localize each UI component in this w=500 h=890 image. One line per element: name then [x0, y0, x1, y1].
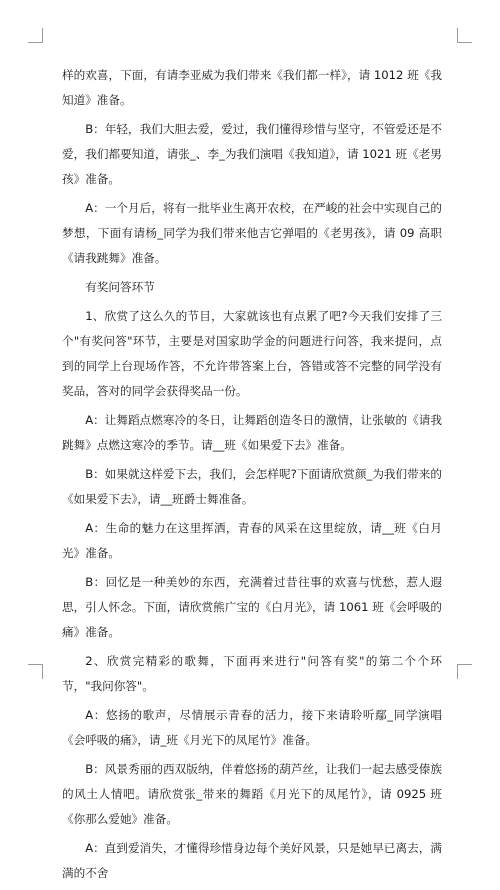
crop-mark-top-right	[457, 28, 472, 43]
paragraph: 2、欣赏完精彩的歌舞，下面再来进行"问答有奖"的第二个个环节，"我问你答"。	[62, 654, 442, 693]
paragraph: 1、欣赏了这么久的节目，大家就该也有点累了吧?今天我们安排了三个"有奖问答"环节，主要是对国家助学金的问题进行问答，我来提问，点到的同学上台现场作答，不允许带答案上台，答错或答不完整的同学没有奖品，答对的同学会获得奖品一份。	[62, 309, 442, 398]
paragraph: B：风景秀丽的西双版纳，伴着悠扬的葫芦丝，让我们一起去感受傣族的风土人情吧。请欣赏张_带来的舞蹈《月光下的凤尾竹》，请 0925 班《你那么爱她》准备。	[62, 762, 442, 826]
crop-mark-top-left	[28, 28, 43, 43]
paragraph: A：悠扬的歌声，尽情展示青春的活力，接下来请聆听鄢_同学演唱《会呼吸的痛》，请_班《月光下的凤尾竹》准备。	[62, 708, 442, 747]
paragraph: B：如果就这样爱下去，我们，会怎样呢?下面请欣赏颜_为我们带来的《如果爱下去》，请__班爵士舞准备。	[62, 467, 442, 506]
section-heading: 有奖问答环节	[85, 280, 155, 294]
paragraph: A：生命的魅力在这里挥洒，青春的风采在这里绽放，请__班《白月光》准备。	[62, 521, 442, 560]
document-body	[62, 63, 442, 890]
paragraph: B：回忆是一种美妙的东西，充满着过昔往事的欢喜与忧愁，惹人遐思，引人怀念。下面，请欣赏熊广宝的《白月光》，请 1061 班《会呼吸的痛》准备。	[62, 575, 442, 639]
paragraph: A：让舞蹈点燃寒冷的冬日，让舞蹈创造冬日的激情，让张敏的《请我跳舞》点燃这寒冷的季节。请__班《如果爱下去》准备。	[62, 413, 442, 452]
paragraph: A：一个月后，将有一批毕业生离开农校，在严峻的社会中实现自己的梦想，下面有请杨_同学为我们带来他吉它弹唱的《老男孩》，请 09 高职《请我跳舞》准备。	[62, 201, 442, 265]
crop-mark-bottom-left	[28, 664, 43, 679]
paragraph: A：直到爱消失，才懂得珍惜身边每个美好风景，只是她早已离去，满满的不舍	[62, 841, 442, 880]
paragraph: 样的欢喜，下面，有请李亚威为我们带来《我们都一样》，请 1012 班《我知道》准备。	[62, 68, 442, 107]
crop-mark-bottom-right	[457, 664, 472, 679]
paragraph: B：年轻，我们大胆去爱，爱过，我们懂得珍惜与坚守，不管爱还是不爱，我们都要知道，请张_、李_为我们演唱《我知道》，请 1021 班《老男孩》准备。	[62, 122, 442, 186]
